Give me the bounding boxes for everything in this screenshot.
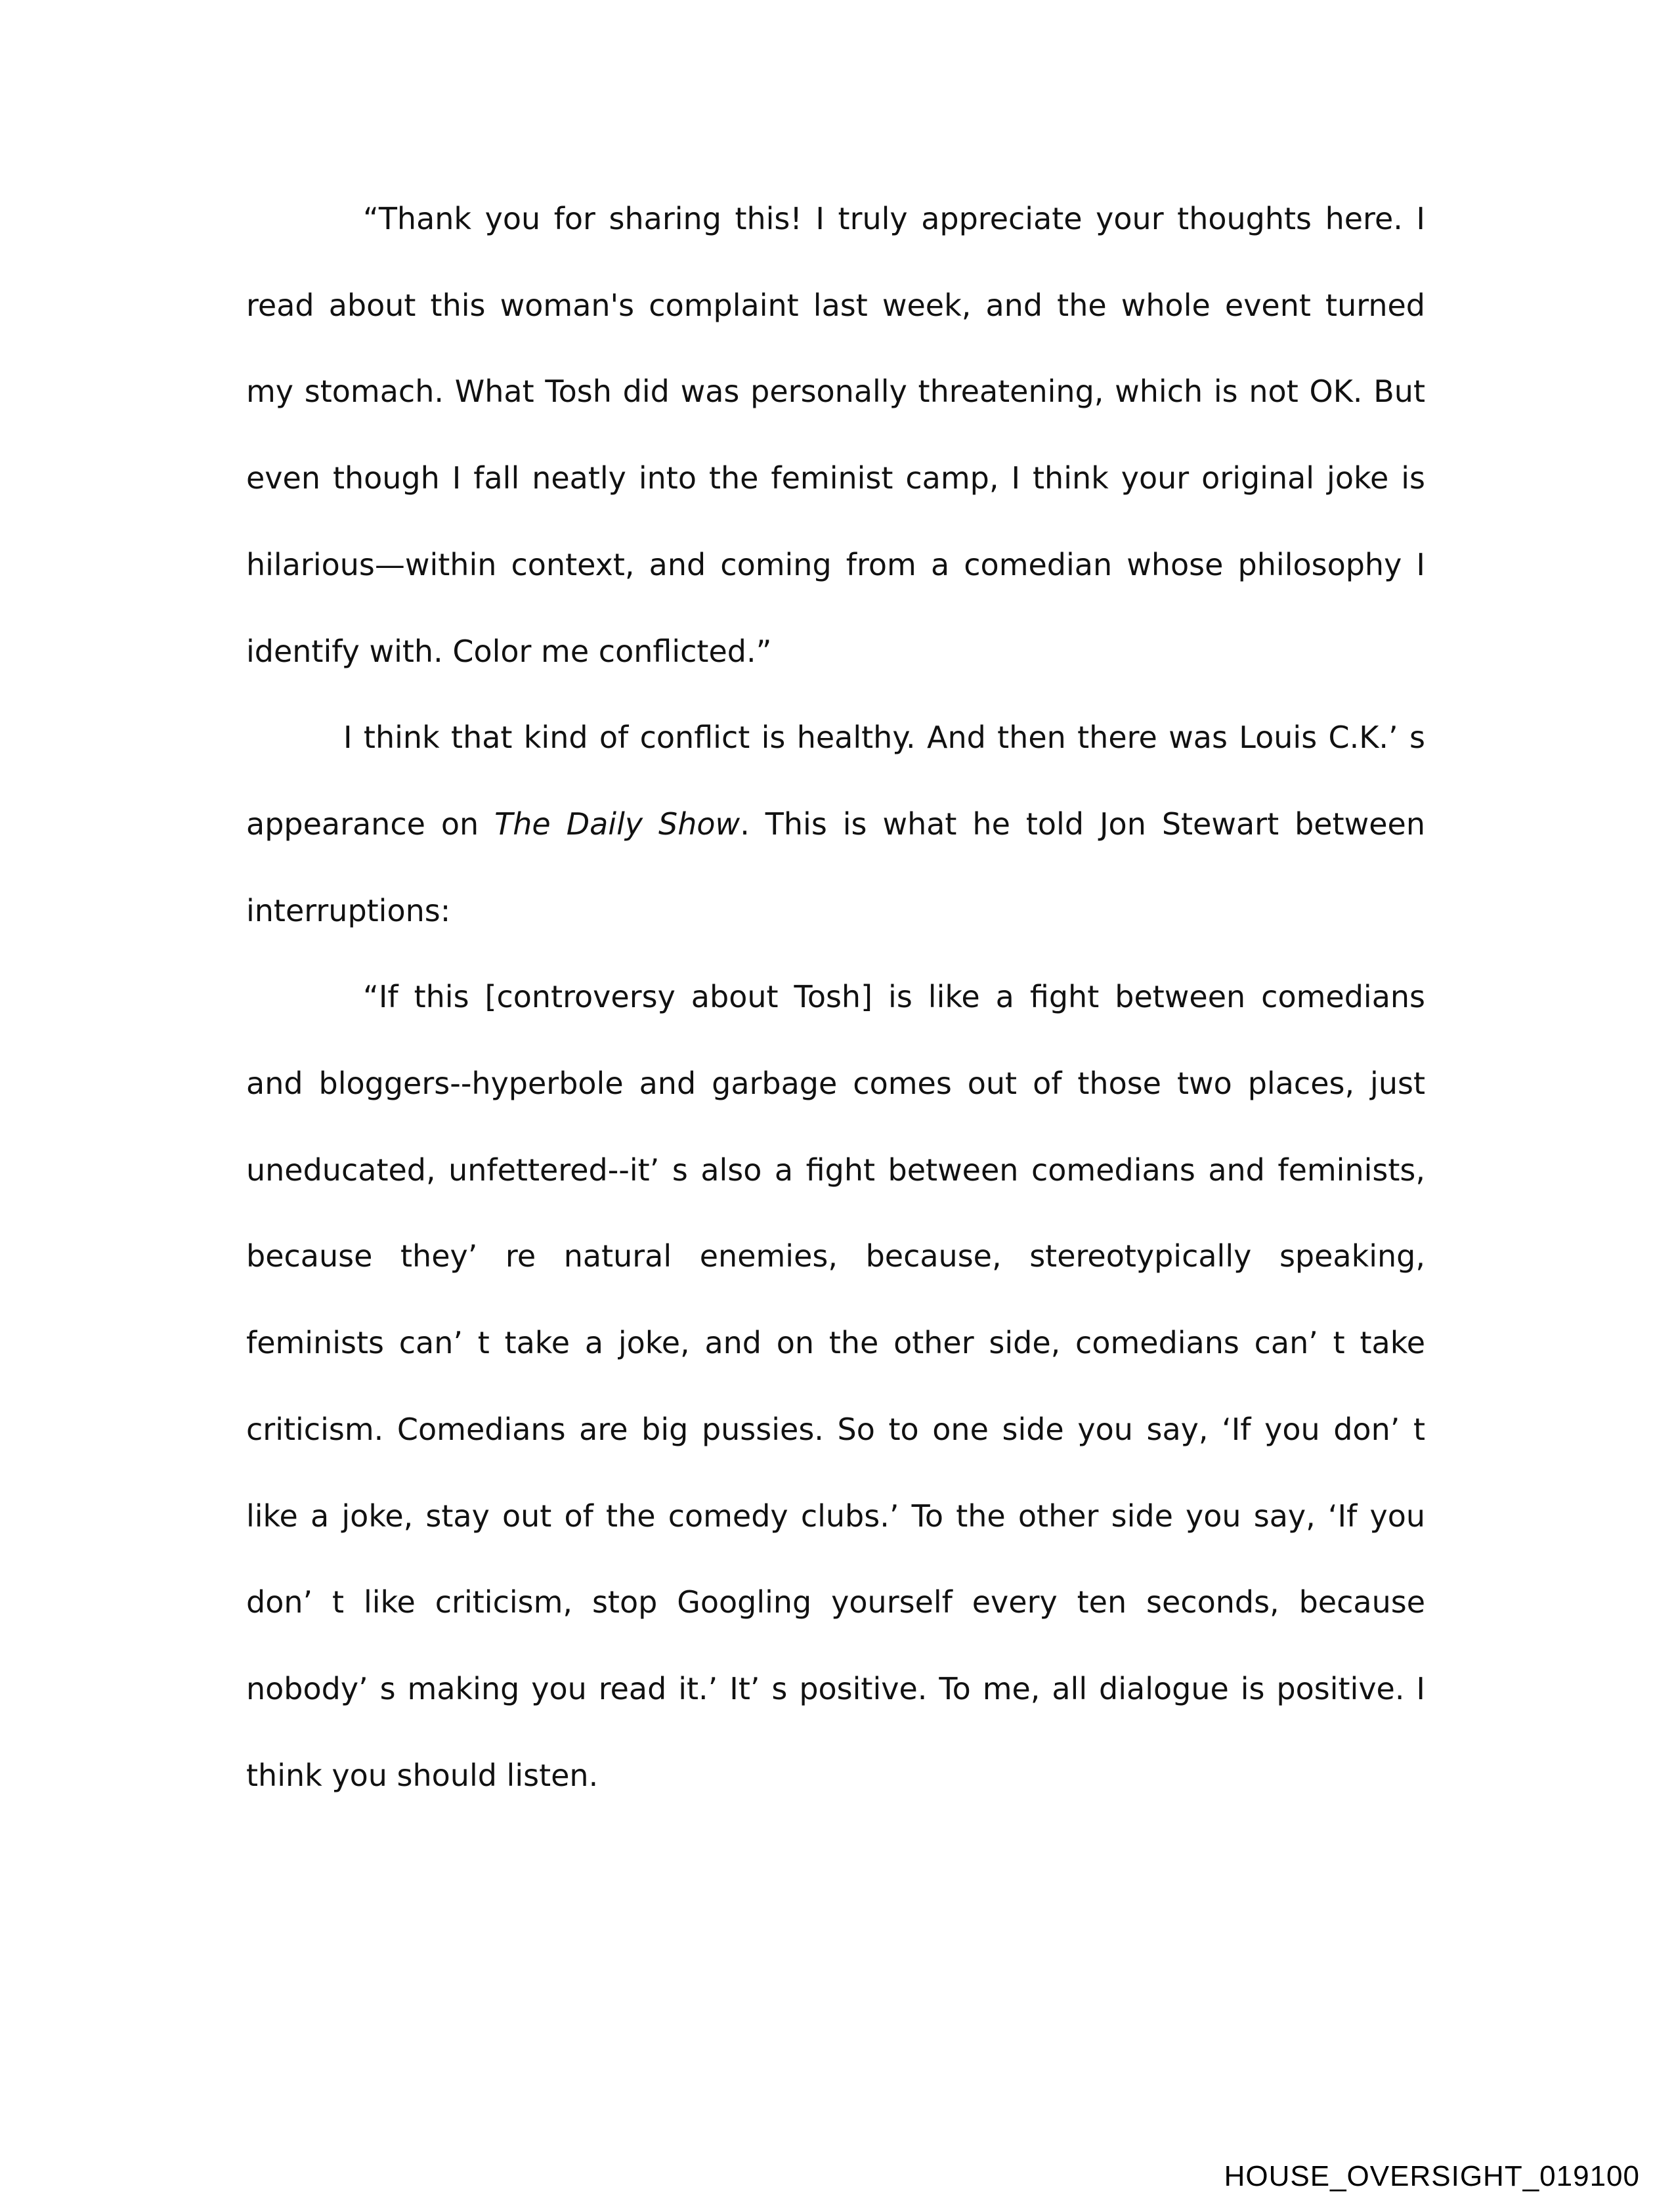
show-title: The Daily Show bbox=[494, 806, 740, 842]
commentary-text-before: I think that kind of conflict is healthy. And then there was Louis C.K.’ s appearance on bbox=[246, 720, 1425, 842]
bates-number: HOUSE_OVERSIGHT_019100 bbox=[1224, 2160, 1640, 2192]
louis-ck-quote-text: “If this [controversy about Tosh] is like a fight between comedians and bloggers--hyperbole and garbage comes out of those two places, just uneducated, unfettered--it’ s also a fight between comedians and feminists, because they’ re natural enemies, because, stereotypically speaking, feminists can’ t take a joke, and on the other side, comedians can’ t take criticism. Comedians are big pussies. So to one side you say, ‘If you don’ t like a joke, stay out of the comedy clubs.’ To the other side you say, ‘If you don’ t like criticism, stop Googling yourself every ten seconds, because nobody’ s making you read it.’ It’ s positive. To me, all dialogue is positive. I think you should listen. bbox=[246, 979, 1425, 1793]
document-body bbox=[246, 176, 1425, 1819]
commentary-text-after: . This is what he told Jon Stewart between interruptions: bbox=[246, 806, 1426, 928]
paragraph-author-commentary bbox=[246, 695, 1425, 954]
reader-comment-text: “Thank you for sharing this! I truly appreciate your thoughts here. I read about this woman's complaint last week, and the whole event turned my stomach. What Tosh did was personally threatening, which is not OK. But even though I fall neatly into the feminist camp, I think your original joke is hilarious—within context, and coming from a comedian whose philosophy I identify with. Color me conflicted.” bbox=[246, 201, 1425, 669]
paragraph-reader-comment bbox=[246, 176, 1425, 695]
paragraph-louis-ck-quote bbox=[246, 954, 1425, 1819]
